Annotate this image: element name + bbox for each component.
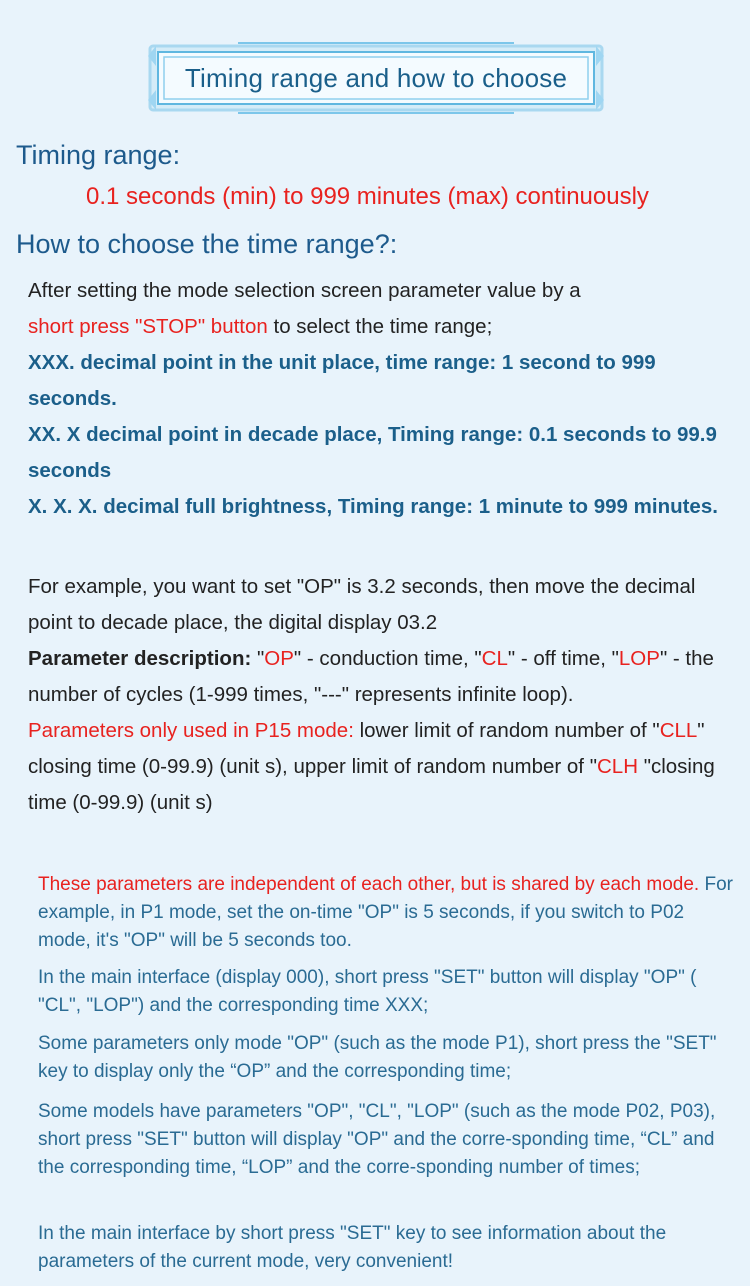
banner-title: Timing range and how to choose	[184, 62, 568, 93]
note-3: Some parameters only mode "OP" (such as the mode P1), short press the "SET" key to display only the “OP” and the corresponding time;	[38, 1033, 717, 1082]
param-text-2: " - off time, "	[507, 647, 619, 670]
param-op: OP	[264, 647, 294, 670]
note-2: In the main interface (display 000), short press "SET" button will display "OP" ( "CL", "LOP") and the corresponding time XXX;	[38, 967, 697, 1016]
param-cl: CL	[481, 647, 508, 670]
stop-button-text: short press "STOP" button	[28, 315, 268, 338]
note-1-red: These parameters are independent of each other, but is shared by each mode.	[38, 874, 700, 895]
param-text-1: " - conduction time, "	[293, 647, 482, 670]
choose-heading: How to choose the time range?:	[16, 229, 398, 259]
range-option-1: XXX. decimal point in the unit place, time range: 1 second to 999 seconds.	[28, 351, 656, 410]
p15-text-1: lower limit of random number of "	[353, 719, 660, 742]
note-1-rest: For example, in P1 mode, set the on-time "OP" is 5 seconds, if you switch to P02 mode, it's "OP" will be 5 seconds too.	[38, 874, 733, 951]
param-text-3: " - the number of cycles (1-999 times, "---" represents infinite loop).	[28, 647, 714, 706]
choose-rest: to select the time range;	[267, 315, 493, 338]
p15-text-3: "closing time (0-99.9) (unit s)	[28, 755, 715, 814]
note-5: In the main interface by short press "SET" key to see information about the parameters of the current mode, very convenient!	[38, 1223, 667, 1272]
p15-label: Parameters only used in P15 mode:	[28, 719, 354, 742]
note-1	[38, 871, 738, 955]
param-lop: LOP	[618, 647, 660, 670]
range-option-2: XX. X decimal point in decade place, Timing range: 0.1 seconds to 99.9 seconds	[28, 423, 717, 482]
param-quote: "	[251, 647, 265, 670]
example-text: For example, you want to set "OP" is 3.2 seconds, then move the decimal point to decade place, the digital display 03.2	[28, 575, 696, 634]
example-paragraph	[28, 569, 740, 821]
param-desc-label: Parameter description:	[28, 647, 252, 670]
p15-clh: CLH	[596, 755, 638, 778]
choose-line1: After setting the mode selection screen parameter value by a	[28, 279, 581, 302]
note-4: Some models have parameters "OP", "CL", "LOP" (such as the mode P02, P03), short press "SET" button will display "OP" and the corre-sponding time, “CL” and the corresponding time, “LOP” and the corre-sponding number of times;	[38, 1101, 716, 1178]
p15-cll: CLL	[659, 719, 698, 742]
p15-text-2: " closing time (0-99.9) (unit s), upper limit of random number of "	[28, 719, 705, 778]
title-banner	[148, 38, 604, 118]
choose-paragraph	[28, 273, 740, 525]
timing-range-heading: Timing range:	[16, 140, 181, 170]
range-option-3: X. X. X. decimal full brightness, Timing range: 1 minute to 999 minutes.	[28, 495, 718, 518]
timing-range-value: 0.1 seconds (min) to 999 minutes (max) continuously	[86, 183, 649, 210]
